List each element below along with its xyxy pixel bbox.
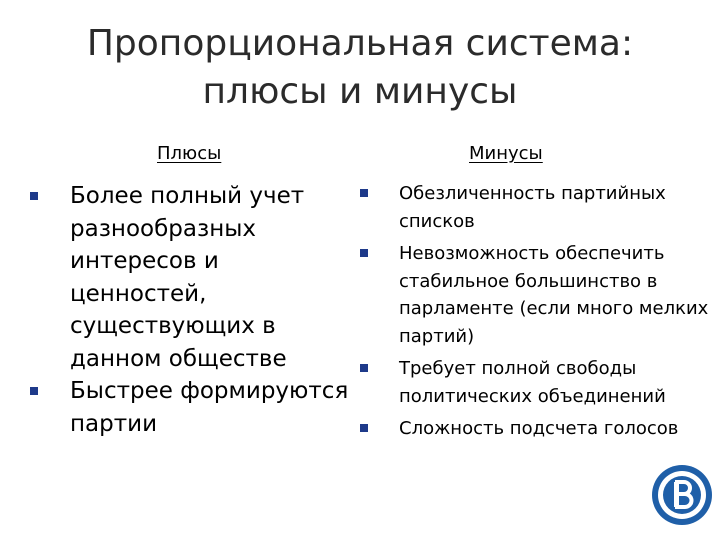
pros-list	[30, 180, 350, 440]
list-item	[360, 240, 715, 350]
list-item	[360, 415, 715, 443]
cons-item-text: Требует полной свободы политических объединений	[399, 358, 666, 407]
list-item	[360, 355, 715, 410]
square-bullet-icon	[30, 192, 38, 200]
cons-list	[360, 180, 715, 443]
slide-title-line-2: плюсы и минусы	[202, 71, 518, 112]
university-emblem-icon	[651, 464, 713, 526]
cons-header: Минусы	[469, 143, 543, 164]
list-item	[30, 180, 350, 375]
list-item	[30, 375, 350, 440]
square-bullet-icon	[360, 249, 368, 257]
slide-title-line-1: Пропорциональная система:	[86, 23, 634, 64]
pros-header: Плюсы	[157, 143, 222, 164]
cons-item-text: Сложность подсчета голосов	[399, 418, 679, 439]
pros-item-text: Более полный учет разнообразных интересов и ценностей, существующих в данном обществе	[70, 183, 305, 372]
square-bullet-icon	[360, 424, 368, 432]
slide-title	[40, 20, 680, 116]
list-item	[360, 180, 715, 235]
square-bullet-icon	[360, 364, 368, 372]
cons-item-text: Невозможность обеспечить стабильное большинство в парламенте (если много мелких партий)	[399, 243, 709, 347]
cons-item-text: Обезличенность партийных списков	[399, 183, 666, 232]
pros-item-text: Быстрее формируются партии	[70, 378, 349, 437]
square-bullet-icon	[360, 189, 368, 197]
square-bullet-icon	[30, 387, 38, 395]
